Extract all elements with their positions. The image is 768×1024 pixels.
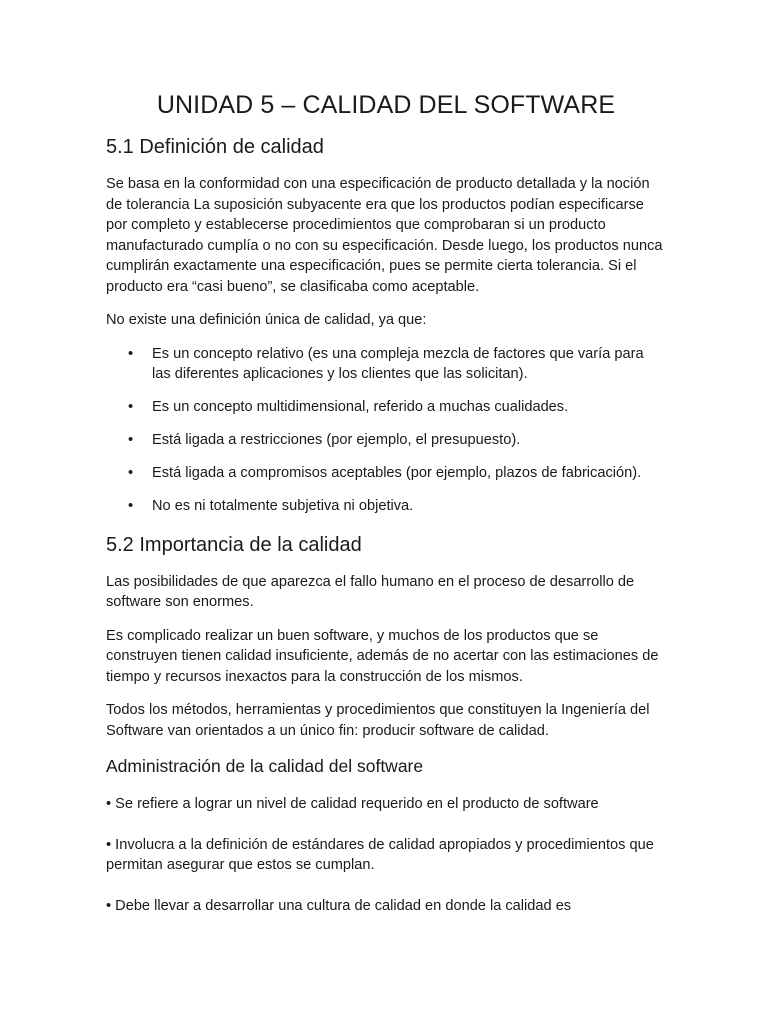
paragraph-posibilidades: Las posibilidades de que aparezca el fallo humano en el proceso de desarrollo de software son enormes.: [106, 573, 635, 610]
paragraph-no-existe: No existe una definición única de calidad, ya que:: [106, 312, 427, 328]
list-item: [106, 397, 666, 418]
list-item-text: No es ni totalmente subjetiva ni objetiva.: [152, 498, 414, 514]
bullet-icon: •: [128, 399, 134, 415]
bullet-icon: •: [128, 345, 134, 362]
document-title: UNIDAD 5 – CALIDAD DEL SOFTWARE: [156, 91, 616, 119]
list-item: [106, 463, 666, 484]
list-item-text: Está ligada a restricciones (por ejemplo, el presupuesto).: [152, 432, 521, 448]
list-item-text: Está ligada a compromisos aceptables (por ejemplo, plazos de fabricación).: [152, 465, 642, 481]
paragraph-metodos: Todos los métodos, herramientas y procedimientos que constituyen la Ingeniería del Software van orientados a un único fin: producir software de calidad.: [106, 702, 650, 739]
section-heading-importancia: 5.2 Importancia de la calidad: [106, 533, 362, 556]
bullet-list-calidad: [106, 344, 666, 517]
bullet-icon: •: [128, 432, 134, 448]
list-item: [106, 430, 666, 451]
list-item-text: Es un concepto multidimensional, referido a muchas cualidades.: [152, 399, 569, 415]
document-page: [106, 90, 666, 936]
list-item: [106, 496, 666, 517]
admin-item: • Debe llevar a desarrollar una cultura de calidad en donde la calidad es: [106, 897, 572, 914]
section-heading-definicion: 5.1 Definición de calidad: [106, 136, 324, 158]
section-heading-administracion: Administración de la calidad del software: [106, 756, 424, 776]
paragraph-conformidad: Se basa en la conformidad con una especificación de producto detallada y la noción de tolerancia La suposición subyacente era que los productos podían especificarse por completo y establecerse procedimientos que comprobaran si un producto manufacturado cumplía o no con su especificación. Desde luego, los productos nunca cumplirán exactamente una especificación, pues se permite cierta tolerancia. Si el producto era “casi bueno”, se clasificaba como aceptable.: [106, 176, 663, 295]
bullet-icon: •: [128, 465, 134, 481]
bullet-icon: •: [128, 498, 134, 514]
admin-item: • Involucra a la definición de estándares de calidad apropiados y procedimientos que permitan asegurar que estos se cumplan.: [106, 836, 654, 873]
list-item-text: Es un concepto relativo (es una compleja mezcla de factores que varía para las diferentes aplicaciones y los clientes que las solicitan).: [152, 345, 644, 382]
list-item: [106, 344, 666, 385]
paragraph-complicado: Es complicado realizar un buen software, y muchos de los productos que se construyen tienen calidad insuficiente, además de no acertar con las estimaciones de tiempo y recursos inexactos para la construcción de los mismos.: [106, 627, 659, 685]
admin-item: • Se refiere a lograr un nivel de calidad requerido en el producto de software: [106, 796, 599, 812]
